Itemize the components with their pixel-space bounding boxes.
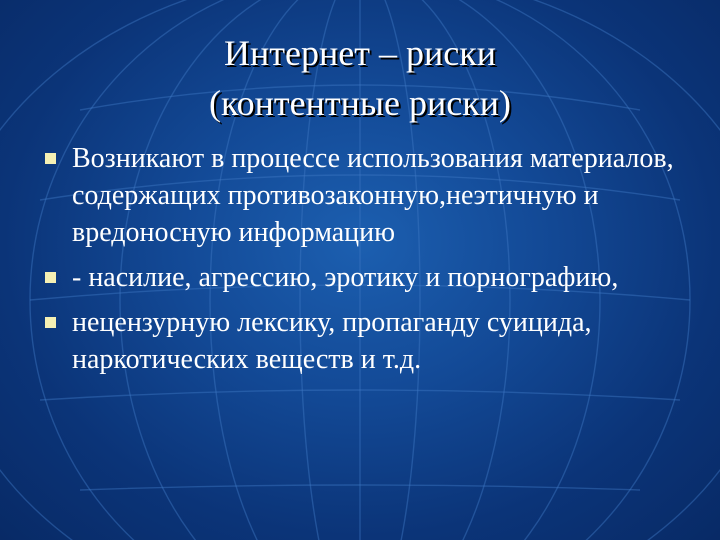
square-bullet-icon <box>45 317 56 328</box>
bullet-item <box>44 140 694 251</box>
bullet-text: Возникают в процессе использования материалов, содержащих противозаконную,неэтичную и вредоносную информацию <box>72 143 674 248</box>
bullet-list <box>44 140 694 386</box>
slide-title <box>0 28 720 128</box>
bullet-text: - насилие, агрессию, эротику и порнографию, <box>72 262 619 293</box>
bullet-item <box>44 304 694 378</box>
bullet-text: нецензурную лексику, пропаганду суицида, наркотических веществ и т.д. <box>72 307 592 375</box>
slide-title-line-1: Интернет – риски <box>224 33 496 73</box>
bullet-item <box>44 259 694 296</box>
square-bullet-icon <box>45 153 56 164</box>
slide-title-line-2: (контентные риски) <box>208 83 512 123</box>
square-bullet-icon <box>45 272 56 283</box>
